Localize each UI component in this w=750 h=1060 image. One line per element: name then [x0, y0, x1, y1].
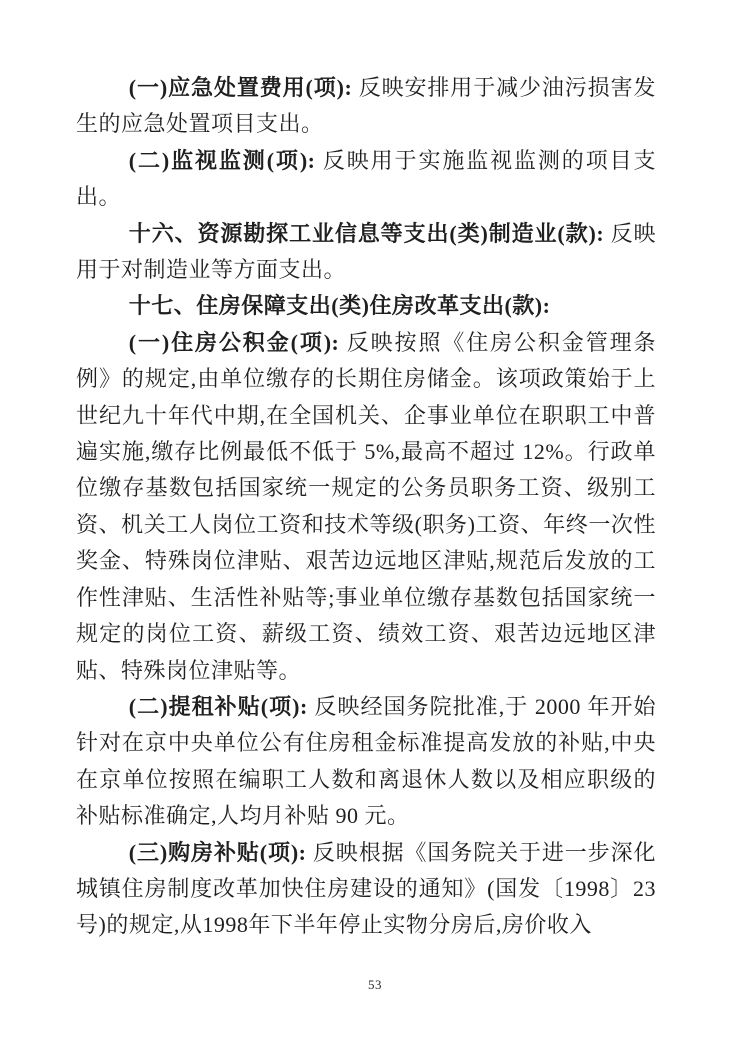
paragraph-body-text: 反映经国务院批准,于 2000 年开始针对在京中央单位公有住房租金标准提高发放的补贴,中央在京单位按照在编职工人数和离退休人数以及相应职级的补贴标准确定,人均月补贴 90 元。 — [76, 693, 656, 829]
paragraph-lead: (二)提租补贴(项): — [128, 693, 315, 719]
paragraph-purchase-subsidy — [76, 835, 656, 944]
paragraph-lead: (一)住房公积金(项): — [128, 329, 347, 355]
paragraph-body-text: 反映安排用于减少油污损害发生的应急处置项目支出。 — [76, 75, 656, 137]
paragraph-section-16 — [76, 216, 656, 289]
paragraph-rent-subsidy — [76, 689, 656, 835]
paragraph-body-text: 反映根据《国务院关于进一步深化城镇住房制度改革加快住房建设的通知》(国发〔1998〕23号)的规定,从1998年下半年停止实物分房后,房价收入 — [76, 839, 656, 938]
paragraph-lead: (三)购房补贴(项): — [128, 839, 313, 865]
paragraph-lead: (二)监视监测(项): — [128, 147, 323, 173]
paragraph-body-text: 反映用于实施监视监测的项目支出。 — [76, 147, 656, 210]
document-body — [76, 70, 656, 944]
page-number: 53 — [368, 977, 382, 992]
paragraph-lead: 十六、资源勘探工业信息等支出(类)制造业(款): — [128, 220, 611, 246]
paragraph-monitoring — [76, 143, 656, 216]
paragraph-emergency-disposal — [76, 70, 656, 143]
paragraph-section-17 — [76, 288, 656, 324]
paragraph-body-text: 反映用于对制造业等方面支出。 — [76, 220, 656, 283]
paragraph-lead: 十七、住房保障支出(类)住房改革支出(款): — [128, 293, 551, 319]
paragraph-body-text: 反映按照《住房公积金管理条例》的规定,由单位缴存的长期住房储金。该项政策始于上世纪九十年代中期,在全国机关、企事业单位在职职工中普遍实施,缴存比例最低不低于 5%,最高不超过 12%。行政单位缴存基数包括国家统一规定的公务员职务工资、级别工资、机关工人岗位工资和技术等级(职务)工资、年终一次性奖金、特殊岗位津贴、艰苦边远地区津贴,规范后发放的工作性津贴、生活性补贴等;事业单位缴存基数包括国家统一规定的岗位工资、薪级工资、绩效工资、艰苦边远地区津贴、特殊岗位津贴等。 — [76, 329, 656, 683]
paragraph-lead: (一)应急处置费用(项): — [128, 75, 359, 100]
paragraph-housing-fund — [76, 325, 656, 689]
